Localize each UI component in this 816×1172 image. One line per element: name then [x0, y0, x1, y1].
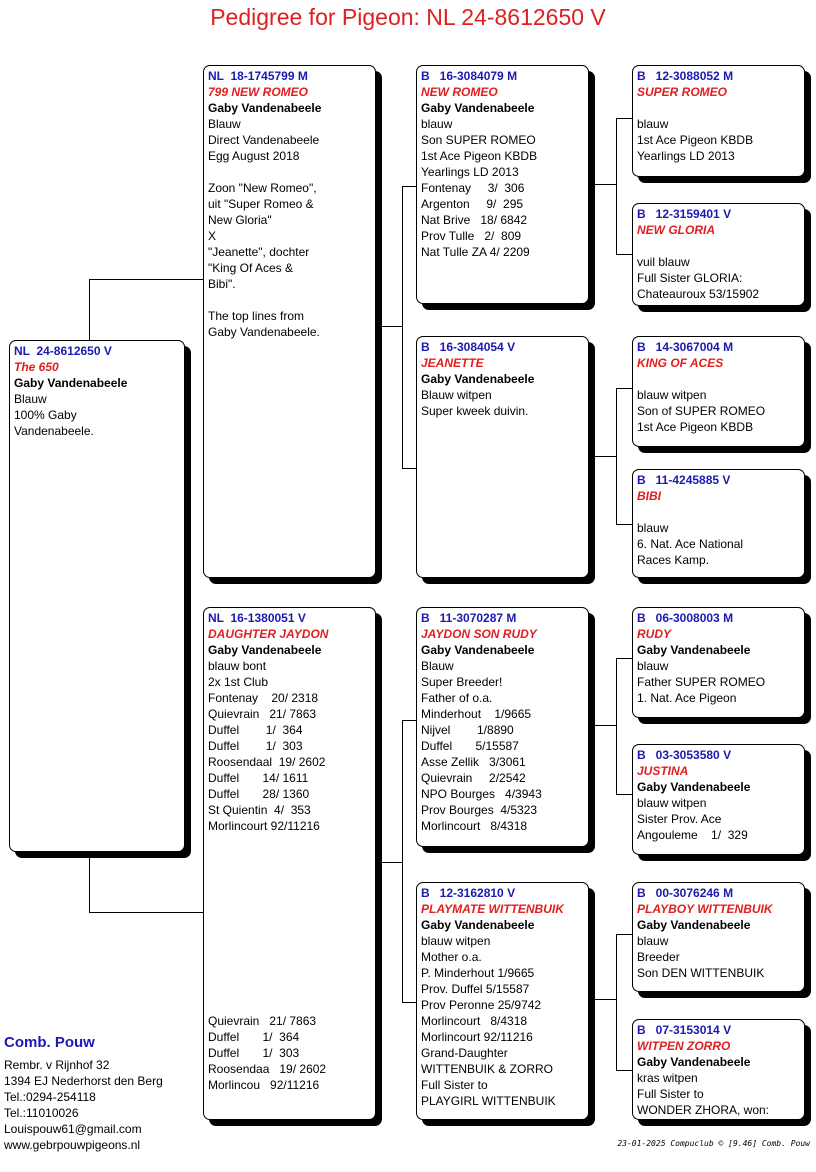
details-list [637, 795, 800, 843]
detail-line: Full Sister GLORIA: [637, 271, 743, 285]
owner-address-line: Rembr. v Rijnhof 32 [4, 1058, 110, 1072]
detail-line: Quievrain 21/ 7863 [208, 1014, 317, 1028]
details-list [421, 933, 584, 1109]
details-list [421, 116, 584, 260]
connector-line [594, 999, 616, 1000]
detail-line: Morlincou 92/11216 [208, 1078, 320, 1092]
pigeon-card-sire[interactable] [203, 65, 376, 578]
detail-line: blauw [637, 521, 669, 535]
ring-number: B 12-3159401 V [637, 207, 732, 221]
details-list [421, 387, 584, 419]
details-list [14, 391, 180, 439]
connector-line [616, 524, 633, 525]
connector-line [594, 456, 616, 457]
connector-line [616, 388, 633, 389]
ring-number: NL 16-1380051 V [208, 611, 306, 625]
connector-line [616, 658, 617, 794]
details-list [421, 658, 584, 834]
connector-line [616, 794, 633, 795]
detail-line: Blauw witpen [421, 388, 492, 402]
detail-line: Nat Tulle ZA 4/ 2209 [421, 245, 530, 259]
pigeon-name: PLAYBOY WITTENBUIK [637, 902, 773, 916]
ring-number: B 14-3067004 M [637, 340, 734, 354]
pigeon-name: WITPEN ZORRO [637, 1039, 731, 1053]
details-list-bottom [208, 1013, 326, 1093]
spacer [637, 371, 800, 387]
detail-line: Quievrain 21/ 7863 [208, 707, 317, 721]
connector-line [381, 326, 402, 327]
breeder-name: Gaby Vandenabeele [208, 101, 322, 115]
page-title: Pedigree for Pigeon: NL 24-8612650 V [210, 4, 606, 30]
detail-line: Gaby Vandenabeele. [208, 325, 320, 339]
pigeon-card-sss[interactable] [632, 65, 805, 177]
detail-line: Super kweek duivin. [421, 404, 529, 418]
owner-info [4, 1033, 163, 1153]
pigeon-card-sds[interactable] [632, 336, 805, 447]
detail-line: Vandenabeele. [14, 424, 94, 438]
detail-line: New Gloria" [208, 213, 272, 227]
detail-line: Grand-Daughter [421, 1046, 508, 1060]
detail-line: Fontenay 3/ 306 [421, 181, 525, 195]
pigeon-card-dss[interactable] [632, 607, 805, 718]
pigeon-name: JUSTINA [637, 764, 689, 778]
connector-line [89, 857, 90, 912]
connector-line [616, 934, 617, 1070]
detail-line: Direct Vandenabeele [208, 133, 320, 147]
detail-line: St Quientin 4/ 353 [208, 803, 311, 817]
pigeon-card-dsd[interactable] [632, 744, 805, 855]
connector-line [616, 934, 633, 935]
pigeon-card-subject[interactable] [9, 340, 185, 852]
connector-line [594, 725, 616, 726]
detail-line: Blauw [14, 392, 47, 406]
ring-number: B 16-3084079 M [421, 69, 518, 83]
detail-line: Prov Peronne 25/9742 [421, 998, 542, 1012]
pigeon-name: JEANETTE [421, 356, 484, 370]
detail-line: Morlincourt 92/11216 [208, 819, 320, 833]
detail-line: Son of SUPER ROMEO [637, 404, 766, 418]
detail-line: Angouleme 1/ 329 [637, 828, 748, 842]
details-list [208, 658, 371, 834]
breeder-name: Gaby Vandenabeele [208, 643, 322, 657]
detail-line: uit "Super Romeo & [208, 197, 314, 211]
detail-line: Bibi". [208, 277, 236, 291]
detail-line: blauw [637, 934, 669, 948]
detail-line: Chateauroux 53/15902 [637, 287, 760, 301]
pigeon-name: 799 NEW ROMEO [208, 85, 309, 99]
ring-number: NL 18-1745799 M [208, 69, 308, 83]
detail-line [208, 164, 371, 180]
connector-line [594, 184, 616, 185]
pigeon-name: PLAYMATE WITTENBUIK [421, 902, 564, 916]
detail-line: blauw witpen [637, 388, 707, 402]
connector-line [381, 862, 402, 863]
breeder-name: Gaby Vandenabeele [421, 643, 535, 657]
detail-line: Duffel 1/ 303 [208, 1046, 300, 1060]
spacer [637, 504, 800, 520]
pigeon-name: NEW GLORIA [637, 223, 715, 237]
details-list [637, 254, 800, 302]
breeder-name: Gaby Vandenabeele [637, 1055, 751, 1069]
detail-line: Nijvel 1/8890 [421, 723, 514, 737]
pigeon-card-ssd[interactable] [632, 203, 805, 306]
detail-line: Prov Tulle 2/ 809 [421, 229, 522, 243]
detail-line: Prov. Duffel 5/15587 [421, 982, 530, 996]
pigeon-card-ddd[interactable] [632, 1019, 805, 1120]
detail-line: Duffel 28/ 1360 [208, 787, 310, 801]
detail-line: Yearlings LD 2013 [421, 165, 519, 179]
breeder-name: Gaby Vandenabeele [637, 643, 751, 657]
detail-line: Son SUPER ROMEO [421, 133, 536, 147]
ring-number: B 06-3008003 M [637, 611, 734, 625]
detail-line: 1st Ace Pigeon KBDB [637, 420, 754, 434]
breeder-name: Gaby Vandenabeele [637, 780, 751, 794]
connector-line [616, 254, 633, 255]
spacer [637, 238, 800, 254]
ring-number: B 12-3088052 M [637, 69, 734, 83]
owner-phone: Tel.:0294-254118 [4, 1090, 96, 1104]
pigeon-card-dam[interactable] [203, 607, 376, 1120]
detail-line: Zoon "New Romeo", [208, 181, 317, 195]
detail-line: 1st Ace Pigeon KBDB [421, 149, 538, 163]
pigeon-card-dds[interactable] [632, 882, 805, 992]
breeder-name: Gaby Vandenabeele [421, 372, 535, 386]
connector-line [89, 279, 205, 280]
detail-line: 2x 1st Club [208, 675, 269, 689]
owner-phone: Tel.:11010026 [4, 1106, 79, 1120]
ring-number: B 12-3162810 V [421, 886, 516, 900]
details-list [208, 116, 371, 340]
detail-line: PLAYGIRL WITTENBUIK [421, 1094, 556, 1108]
detail-line: Roosendaal 19/ 2602 [208, 755, 326, 769]
detail-line: Races Kamp. [637, 553, 710, 567]
detail-line: Nat Brive 18/ 6842 [421, 213, 528, 227]
detail-line: Father SUPER ROMEO [637, 675, 766, 689]
pigeon-card-dam-sire[interactable] [416, 607, 589, 847]
detail-line: Breeder [637, 950, 680, 964]
owner-address-line: 1394 EJ Nederhorst den Berg [4, 1074, 163, 1088]
detail-line: Fontenay 20/ 2318 [208, 691, 319, 705]
ring-number: B 16-3084054 V [421, 340, 516, 354]
connector-line [616, 118, 617, 254]
details-list [637, 1070, 800, 1118]
details-list [637, 520, 800, 568]
details-list [637, 387, 800, 435]
detail-line: 6. Nat. Ace National [637, 537, 744, 551]
ring-number: B 11-3070287 M [421, 611, 517, 625]
connector-line [89, 279, 90, 341]
detail-line: Minderhout 1/9665 [421, 707, 532, 721]
connector-line [616, 1070, 633, 1071]
detail-line: Duffel 14/ 1611 [208, 771, 309, 785]
connector-line [616, 388, 617, 524]
detail-line: blauw witpen [421, 934, 491, 948]
connector-line [616, 658, 633, 659]
pigeon-card-sire-sire[interactable] [416, 65, 589, 304]
ring-number: B 03-3053580 V [637, 748, 732, 762]
detail-line: NPO Bourges 4/3943 [421, 787, 542, 801]
detail-line: Father of o.a. [421, 691, 493, 705]
details-list [637, 658, 800, 706]
detail-line: Sister Prov. Ace [637, 812, 722, 826]
detail-line: Argenton 9/ 295 [421, 197, 524, 211]
detail-line: 1st Ace Pigeon KBDB [637, 133, 754, 147]
breeder-name: Gaby Vandenabeele [637, 918, 751, 932]
breeder-name: Gaby Vandenabeele [421, 101, 535, 115]
detail-line: 100% Gaby [14, 408, 77, 422]
detail-line: Morlincourt 8/4318 [421, 819, 528, 833]
details-list [637, 116, 800, 164]
pigeon-card-dam-dam[interactable] [416, 882, 589, 1120]
detail-line: P. Minderhout 1/9665 [421, 966, 535, 980]
detail-line: Morlincourt 8/4318 [421, 1014, 528, 1028]
connector-line [89, 912, 205, 913]
details-list [637, 933, 800, 981]
owner-website[interactable]: www.gebrpouwpigeons.nl [4, 1138, 141, 1152]
pigeon-name: NEW ROMEO [421, 85, 498, 99]
detail-line: blauw [637, 117, 669, 131]
pigeon-name: DAUGHTER JAYDON [208, 627, 329, 641]
detail-line: blauw bont [208, 659, 267, 673]
detail-line: Duffel 1/ 364 [208, 723, 303, 737]
ring-number: B 11-4245885 V [637, 473, 731, 487]
detail-line [208, 292, 371, 308]
ring-number: NL 24-8612650 V [14, 344, 112, 358]
detail-line: Blauw [208, 117, 241, 131]
detail-line: Roosendaa 19/ 2602 [208, 1062, 327, 1076]
ring-number: B 07-3153014 V [637, 1023, 732, 1037]
detail-line: Quievrain 2/2542 [421, 771, 526, 785]
pigeon-card-sire-dam[interactable] [416, 336, 589, 578]
detail-line: Full Sister to [637, 1087, 704, 1101]
pigeon-name: BIBI [637, 489, 661, 503]
pigeon-name: The 650 [14, 360, 59, 374]
connector-line [402, 720, 403, 1002]
detail-line: Yearlings LD 2013 [637, 149, 735, 163]
pigeon-card-sdd[interactable] [632, 469, 805, 578]
pigeon-name: KING OF ACES [637, 356, 724, 370]
detail-line: Asse Zellik 3/3061 [421, 755, 526, 769]
detail-line: Prov Bourges 4/5323 [421, 803, 538, 817]
detail-line: "King Of Aces & [208, 261, 293, 275]
ring-number: B 00-3076246 M [637, 886, 734, 900]
detail-line: kras witpen [637, 1071, 698, 1085]
detail-line: Duffel 5/15587 [421, 739, 519, 753]
connector-line [616, 118, 633, 119]
detail-line: Morlincourt 92/11216 [421, 1030, 533, 1044]
pigeon-name: SUPER ROMEO [637, 85, 728, 99]
pigeon-name: RUDY [637, 627, 672, 641]
detail-line: "Jeanette", dochter [208, 245, 310, 259]
detail-line: Blauw [421, 659, 454, 673]
pigeon-name: JAYDON SON RUDY [421, 627, 537, 641]
detail-line: Mother o.a. [421, 950, 482, 964]
spacer [637, 100, 800, 116]
detail-line: Duffel 1/ 364 [208, 1030, 300, 1044]
detail-line: WITTENBUIK & ZORRO [421, 1062, 553, 1076]
detail-line: Duffel 1/ 303 [208, 739, 303, 753]
breeder-name: Gaby Vandenabeele [421, 918, 535, 932]
detail-line: blauw witpen [637, 796, 707, 810]
connector-line [402, 186, 403, 468]
owner-email[interactable]: Louispouw61@gmail.com [4, 1122, 142, 1136]
detail-line: Egg August 2018 [208, 149, 300, 163]
detail-line: blauw [421, 117, 453, 131]
detail-line: Son DEN WITTENBUIK [637, 966, 765, 980]
detail-line: The top lines from [208, 309, 305, 323]
owner-name: Comb. Pouw [4, 1034, 95, 1051]
breeder-name: Gaby Vandenabeele [14, 376, 128, 390]
footer-credit: 23-01-2025 Compuclub © [9.46] Comb. Pouw [617, 1139, 810, 1148]
detail-line: vuil blauw [637, 255, 690, 269]
detail-line: WONDER ZHORA, won: [637, 1103, 770, 1117]
detail-line: Full Sister to [421, 1078, 488, 1092]
detail-line: 1. Nat. Ace Pigeon [637, 691, 737, 705]
detail-line: X [208, 229, 217, 243]
detail-line: blauw [637, 659, 669, 673]
detail-line: Super Breeder! [421, 675, 503, 689]
